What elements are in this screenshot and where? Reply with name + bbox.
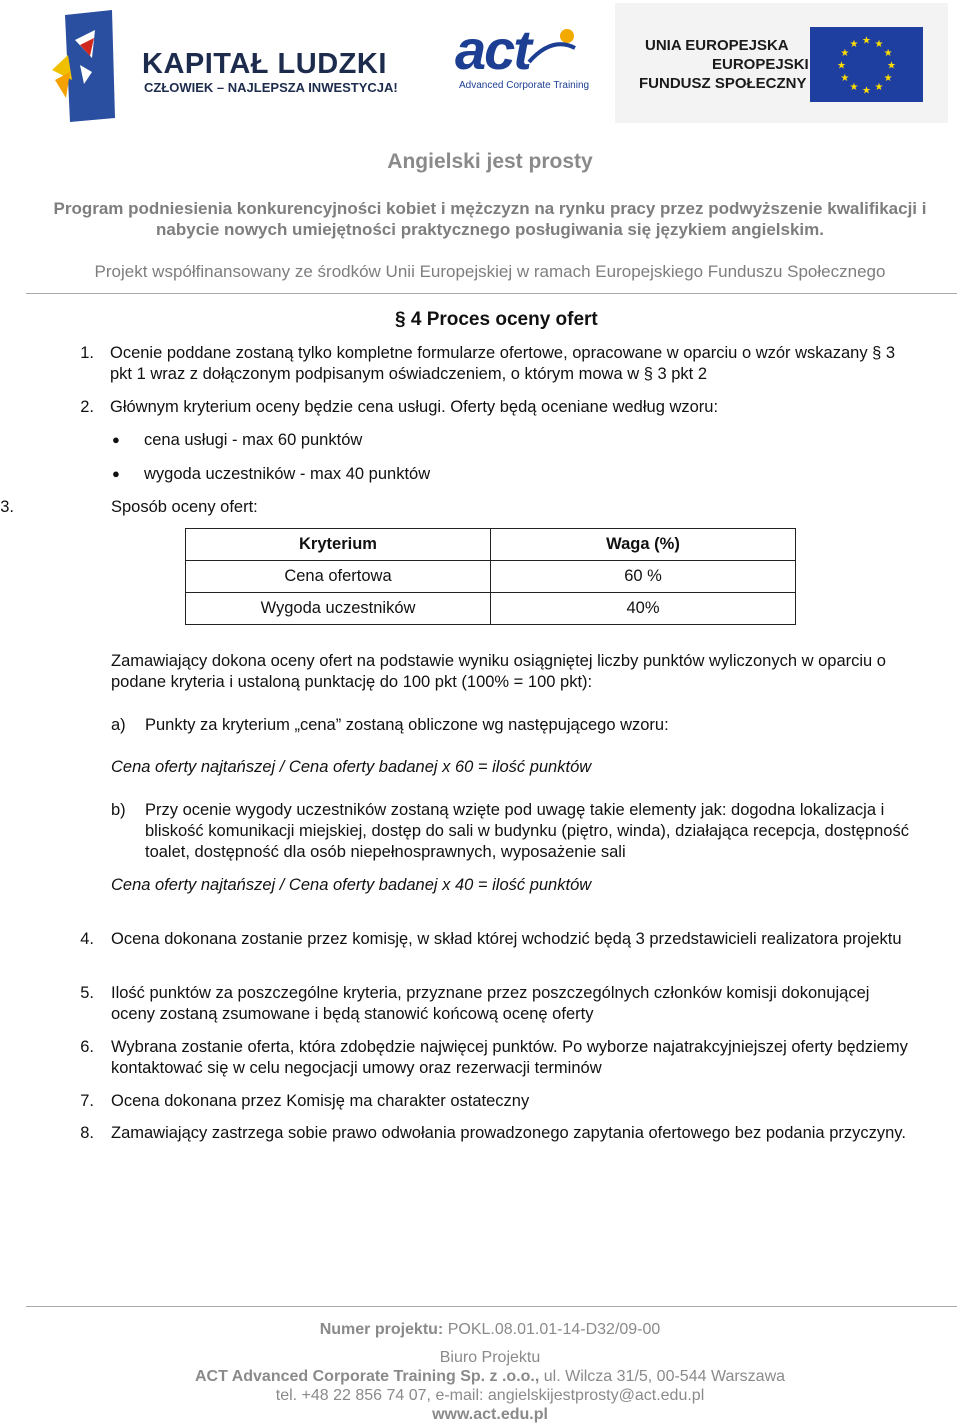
project-number-line — [0, 1321, 960, 1339]
eu-line-1: UNIA EUROPEJSKA — [645, 37, 789, 54]
item-number: 3. — [0, 498, 14, 516]
kapital-ludzki-subtitle: CZŁOWIEK – NAJLEPSZA INWESTYCJA! — [144, 80, 398, 95]
eu-star-icon: ★ — [849, 82, 859, 94]
act-wordmark: act — [455, 18, 530, 81]
act-swoosh-icon — [527, 26, 577, 66]
formula-convenience: Cena oferty najtańszej / Cena oferty badanej x 40 = ilość punktów — [111, 876, 592, 894]
act-subtitle: Advanced Corporate Training — [459, 80, 590, 91]
sub-item-label: b) — [111, 801, 126, 819]
eu-logo — [615, 3, 948, 123]
table-cell: Cena ofertowa — [186, 561, 491, 593]
evaluation-text: Zamawiający dokona oceny ofert na podstawie wyniku osiągniętej liczby punktów wyliczonych w oparciu o podane kryteria i ustaloną punktację do 100 pkt (100% = 100 pkt): — [111, 652, 886, 691]
criteria-table — [185, 528, 796, 625]
bullet-icon: ● — [112, 432, 120, 447]
item-number: 4. — [80, 930, 94, 948]
eu-star-icon: ★ — [887, 60, 896, 72]
item-text: Głównym kryterium oceny będzie cena usługi. Oferty będą oceniane według wzoru: — [110, 398, 719, 416]
table-row — [186, 561, 796, 593]
table-cell: 40% — [491, 593, 796, 625]
table-header-row — [186, 529, 796, 561]
eu-star-icon: ★ — [840, 48, 850, 59]
eu-star-icon: ★ — [849, 38, 859, 50]
item-number: 6. — [80, 1038, 94, 1056]
item-number: 1. — [80, 344, 94, 362]
sub-item-label: a) — [111, 716, 126, 734]
footer-address: ul. Wilcza 31/5, 00-544 Warszawa — [543, 1368, 786, 1385]
table-header-cell: Kryterium — [186, 529, 491, 561]
table-cell: 60 % — [491, 561, 796, 593]
item-number: 2. — [80, 398, 94, 416]
eu-star-icon: ★ — [874, 82, 884, 94]
project-number: POKL.08.01.01-14-D32/09-00 — [447, 1321, 661, 1338]
bullet-text: cena usługi - max 60 punktów — [144, 431, 363, 449]
eu-flag-icon — [810, 27, 923, 102]
eu-star-icon: ★ — [883, 48, 893, 59]
footer-company: ACT Advanced Corporate Training Sp. z .o.o., — [194, 1368, 540, 1385]
eu-star-icon: ★ — [874, 38, 884, 50]
footer-divider — [26, 1306, 957, 1307]
item-text: Ocena dokonana przez Komisję ma charakter ostateczny — [111, 1092, 530, 1110]
item-number: 8. — [80, 1124, 94, 1142]
eu-star-icon: ★ — [862, 35, 871, 47]
eu-star-icon: ★ — [837, 60, 846, 72]
item-text: Sposób oceny ofert: — [111, 498, 258, 516]
header-divider — [26, 293, 957, 294]
item-text: Wybrana zostanie oferta, która zdobędzie najwięcej punktów. Po wyborze najatrakcyjniejszej oferty będziemy kontaktować się w celu negocjacji umowy oraz rezerwacji terminów — [111, 1038, 908, 1077]
eu-star-icon: ★ — [862, 85, 871, 97]
kapital-ludzki-emblem-icon — [50, 10, 140, 122]
footer-office: Biuro Projektu — [439, 1349, 541, 1366]
item-number: 5. — [80, 984, 94, 1002]
item-text: Ilość punktów za poszczególne kryteria, przyznane przez poszczególnych członków komisji dokonującej oceny zostaną zsumowane i będą stanowić końcową ocenę oferty — [111, 984, 870, 1023]
act-logo — [455, 18, 590, 102]
document-title: Angielski jest prosty — [387, 150, 593, 173]
footer-contact: tel. +48 22 856 74 07, e-mail: angielskijestprosty@act.edu.pl — [275, 1387, 705, 1404]
bullet-text: wygoda uczestników - max 40 punktów — [144, 465, 431, 483]
item-text: Zamawiający zastrzega sobie prawo odwołania prowadzonego zapytania ofertowego bez podania przyczyny. — [111, 1124, 906, 1142]
table-row — [186, 593, 796, 625]
eu-star-icon: ★ — [840, 73, 850, 84]
kapital-ludzki-title: KAPITAŁ LUDZKI — [142, 48, 387, 80]
item-text: Ocenie poddane zostaną tylko kompletne formularze ofertowe, opracowane w oparciu o wzór wskazany § 3 pkt 1 wraz z dołączonym podpisanym oświadczeniem, o którym mowa w § 3 pkt 2 — [110, 344, 896, 383]
table-header-cell: Waga (%) — [491, 529, 796, 561]
program-description: Program podniesienia konkurencyjności kobiet i mężczyzn na rynku pracy przez podwyższenie kwalifikacji i nabycie nowych umiejętności praktycznego posługiwania się językiem angielskim. — [53, 199, 927, 239]
cofinancing-note: Projekt współfinansowany ze środków Unii Europejskiej w ramach Europejskiego Funduszu Społecznego — [94, 262, 886, 281]
footer-company-line — [0, 1368, 960, 1386]
item-text: Ocena dokonana zostanie przez komisję, w skład której wchodzić będą 3 przedstawicieli realizatora projektu — [111, 930, 902, 948]
section-heading: § 4 Proces oceny ofert — [395, 309, 598, 330]
kapital-ludzki-logo — [50, 10, 398, 122]
formula-price: Cena oferty najtańszej / Cena oferty badanej x 60 = ilość punktów — [111, 758, 592, 776]
item-number: 7. — [80, 1092, 94, 1110]
bullet-icon: ● — [112, 466, 120, 481]
eu-line-3: FUNDUSZ SPOŁECZNY — [639, 75, 807, 92]
sub-item-text: Przy ocenie wygody uczestników zostaną wzięte pod uwagę takie elementy jak: dogodna lokalizacja i bliskość komunikacji miejskiej, dostęp do sali w budynku (piętro, winda), działająca recepcja, dostępność toalet, dostępność dla osób niepełnosprawnych, wyposażenie sali — [145, 801, 909, 861]
sub-item-text: Punkty za kryterium „cena” zostaną obliczone wg następującego wzoru: — [145, 716, 669, 734]
project-number-label: Numer projektu: — [319, 1321, 444, 1338]
eu-line-2: EUROPEJSKI — [712, 56, 809, 73]
table-cell: Wygoda uczestników — [186, 593, 491, 625]
footer-website[interactable]: www.act.edu.pl — [432, 1406, 548, 1423]
eu-star-icon: ★ — [883, 73, 893, 84]
